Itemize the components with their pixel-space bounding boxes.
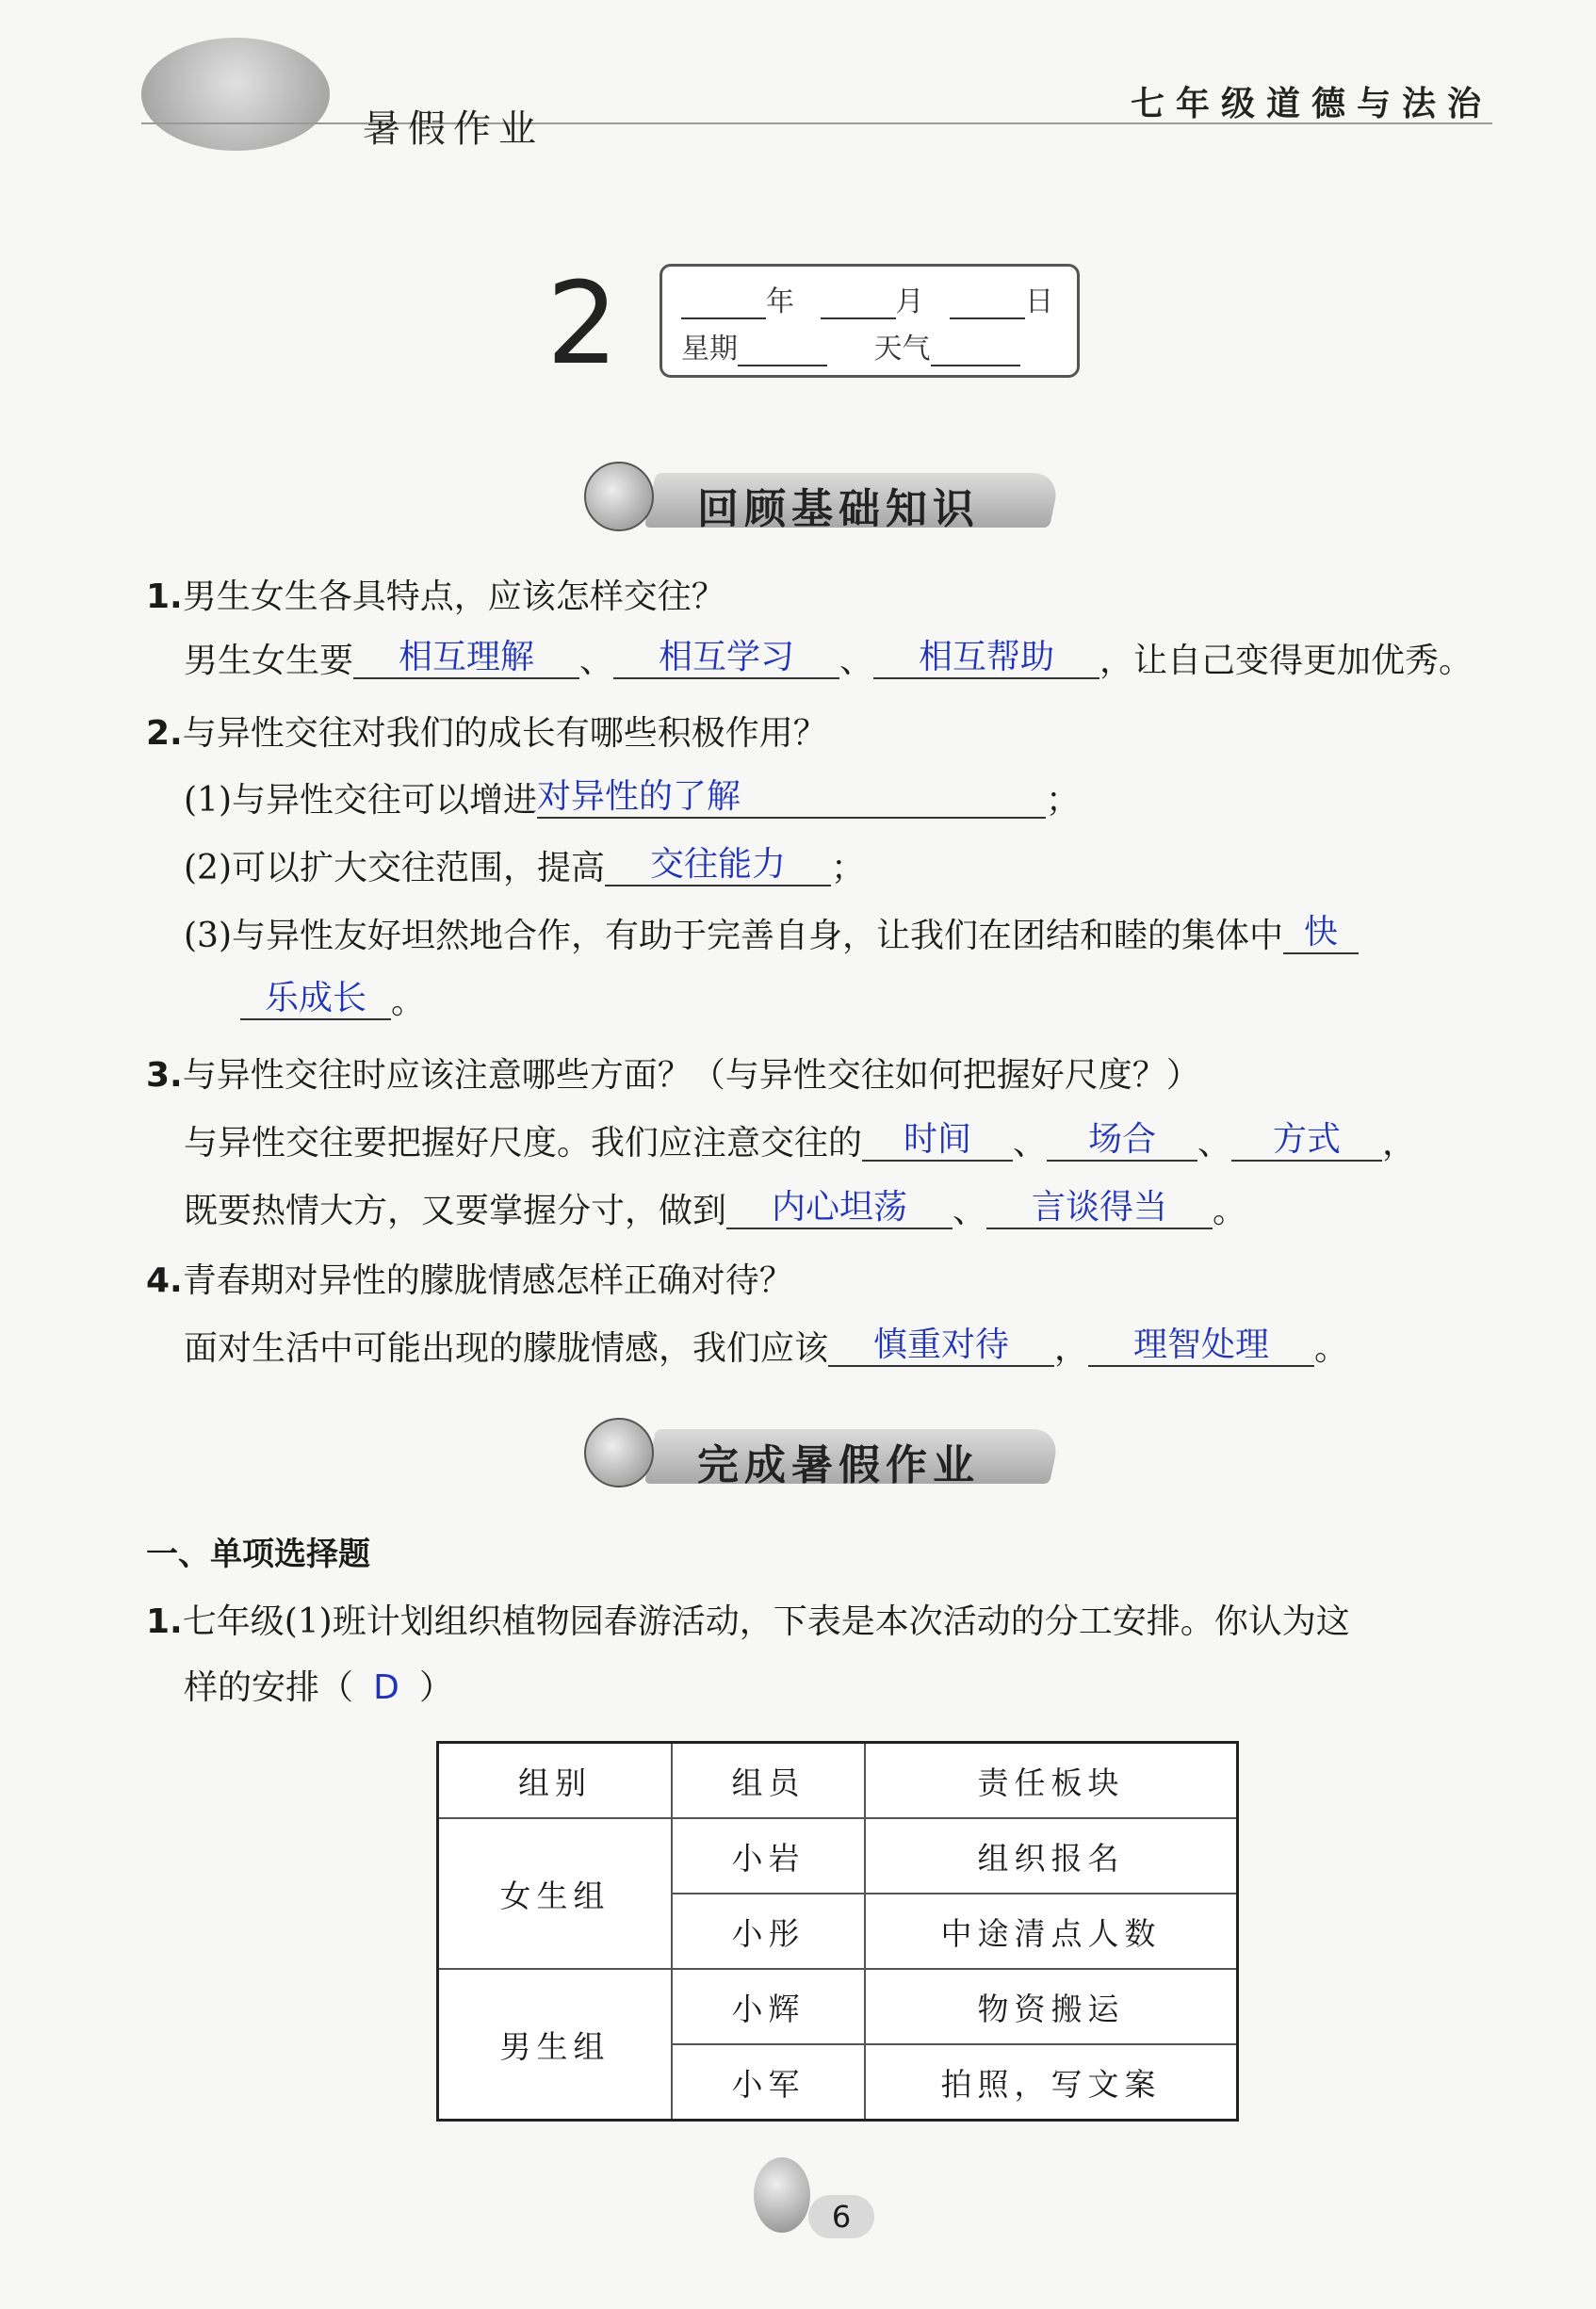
choice-answer[interactable]: D <box>373 1668 399 1707</box>
review-q1-answer-line: 男生女生要 相互理解 、 相互学习 、 相互帮助 ，让自己变得更加优秀。 <box>184 638 1474 680</box>
table-header-row <box>438 1743 1238 1819</box>
month-label: 月 <box>895 285 924 318</box>
page-number: 6 <box>808 2195 874 2238</box>
answer-blank[interactable]: 慎重对待 <box>828 1325 1054 1367</box>
date-row <box>681 278 1053 319</box>
homework-q1-line2: 样的安排（ D ） <box>184 1668 454 1707</box>
year-blank <box>681 317 766 319</box>
answer-blank[interactable]: 对异性的了解 <box>537 776 1046 819</box>
table-header-cell: 责任板块 <box>865 1743 1238 1819</box>
day-blank <box>950 317 1025 319</box>
table-header-cell: 组员 <box>672 1743 865 1819</box>
answer-blank[interactable]: 时间 <box>862 1119 1013 1162</box>
table-cell: 中途清点人数 <box>865 1894 1238 1969</box>
weather-label: 天气 <box>873 333 931 366</box>
table-cell: 组织报名 <box>865 1818 1238 1894</box>
answer-blank[interactable]: 相互帮助 <box>873 637 1099 679</box>
weekday-row <box>681 325 1020 366</box>
section-header-homework <box>565 1418 1093 1489</box>
table-cell: 小岩 <box>672 1818 865 1894</box>
table-cell: 小辉 <box>672 1969 865 2044</box>
group-cell: 男生组 <box>438 1969 673 2121</box>
answer-blank[interactable]: 相互学习 <box>613 637 839 679</box>
answer-blank[interactable]: 快 <box>1283 912 1359 954</box>
mascot-icon <box>584 462 654 531</box>
answer-blank[interactable]: 内心坦荡 <box>726 1187 953 1229</box>
review-q3-line2: 既要热情大方，又要掌握分寸，做到 内心坦荡 、 言谈得当 。 <box>184 1188 1247 1230</box>
header-title: 暑假作业 <box>363 107 544 151</box>
homework-q1-line1: 1.七年级(1)班计划组织植物园春游活动，下表是本次活动的分工安排。你认为这 <box>146 1602 1350 1641</box>
section-title: 回顾基础知识 <box>697 485 980 533</box>
review-q2-part1: (1)与异性交往可以增进对异性的了解 ； <box>184 777 1081 820</box>
review-q2-question: 2.与异性交往对我们的成长有哪些积极作用？ <box>146 714 827 753</box>
answer-blank[interactable]: 乐成长 <box>240 978 391 1020</box>
part-title: 一、单项选择题 <box>146 1536 370 1573</box>
review-q2-part2: (2)可以扩大交往范围，提高 交往能力 ； <box>184 845 866 887</box>
answer-blank[interactable]: 理智处理 <box>1088 1325 1314 1367</box>
weather-blank <box>931 365 1020 366</box>
mascot-robot-image <box>141 38 330 151</box>
table-cell: 小军 <box>672 2044 865 2121</box>
date-box <box>660 264 1080 378</box>
review-q3-line1: 与异性交往要把握好尺度。我们应注意交往的 时间 、 场合 、 方式 ， <box>184 1120 1417 1163</box>
review-q3-question: 3.与异性交往时应该注意哪些方面？（与异性交往如何把握好尺度？） <box>146 1056 1200 1095</box>
table-row <box>438 1818 1238 1894</box>
year-label: 年 <box>766 285 794 318</box>
assignment-table <box>436 1741 1239 2122</box>
review-q4-answer-line: 面对生活中可能出现的朦胧情感，我们应该 慎重对待 ， 理智处理 。 <box>184 1325 1349 1368</box>
table-cell: 小彤 <box>672 1894 865 1969</box>
day-label: 日 <box>1025 285 1054 318</box>
answer-blank[interactable]: 言谈得当 <box>986 1187 1213 1229</box>
mascot-icon <box>584 1418 654 1488</box>
answer-blank[interactable]: 方式 <box>1231 1119 1382 1162</box>
table-row <box>438 1969 1238 2044</box>
month-blank <box>821 317 896 319</box>
mascot-footer-image <box>754 2157 810 2233</box>
day-number: 2 <box>546 259 619 390</box>
table-header-cell: 组别 <box>438 1743 673 1819</box>
review-q4-question: 4.青春期对异性的朦胧情感怎样正确对待？ <box>146 1261 793 1300</box>
answer-blank[interactable]: 相互理解 <box>353 637 579 679</box>
weekday-blank <box>738 365 827 366</box>
answer-blank[interactable]: 场合 <box>1047 1119 1197 1162</box>
review-q2-part3: (3)与异性友好坦然地合作，有助于完善自身，让我们在团结和睦的集体中 快 <box>184 916 1359 958</box>
section-title: 完成暑假作业 <box>697 1441 980 1489</box>
weekday-label: 星期 <box>681 333 738 366</box>
section-header-review <box>565 462 1093 533</box>
answer-blank[interactable]: 交往能力 <box>605 844 831 886</box>
group-cell: 女生组 <box>438 1818 673 1969</box>
review-q2-part3-cont: 乐成长 。 <box>240 982 425 1024</box>
table-cell: 物资搬运 <box>865 1969 1238 2044</box>
review-q1-question: 1.男生女生各具特点，应该怎样交往？ <box>146 577 725 616</box>
table-cell: 拍照，写文案 <box>865 2044 1238 2121</box>
header-subject: 七年级道德与法治 <box>1130 84 1492 123</box>
